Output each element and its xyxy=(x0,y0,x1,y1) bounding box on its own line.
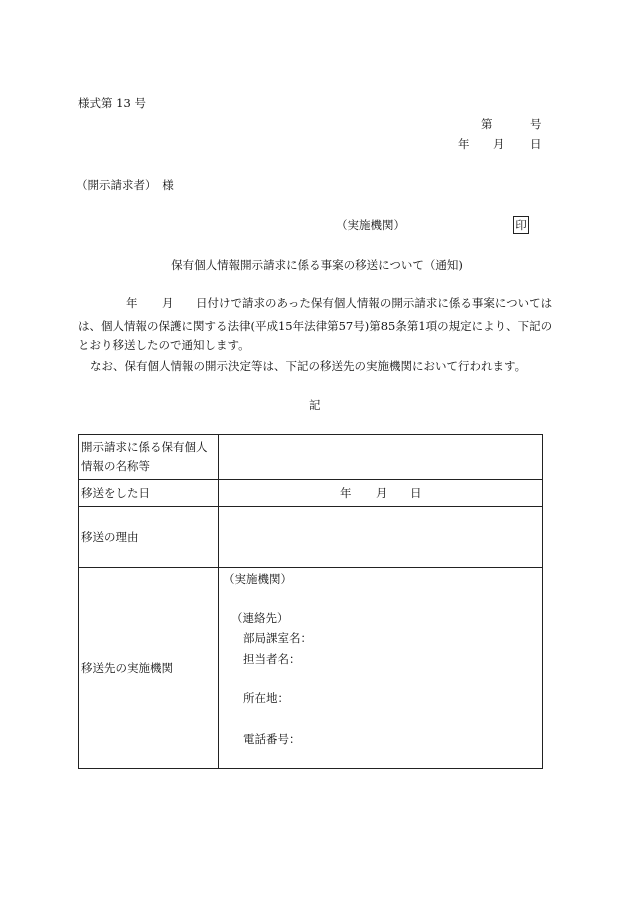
document-number-suffix: 号 xyxy=(530,117,542,131)
body-line3: とおり移送したので通知します。 xyxy=(78,338,250,352)
value-cell-transfer-date xyxy=(219,480,543,507)
table-row xyxy=(79,568,543,769)
document-number-prefix: 第 xyxy=(481,117,493,131)
issue-date-year: 年 xyxy=(458,137,470,151)
table-row xyxy=(79,435,543,480)
body-line4: なお、保有個人情報の開示決定等は、下記の移送先の実施機関において行われます。 xyxy=(90,359,527,373)
label-cell-record-name xyxy=(79,435,219,480)
transfer-date-month: 月 xyxy=(376,486,388,500)
document-title: 保有個人情報開示請求に係る事案の移送について（通知) xyxy=(171,258,463,272)
issue-date-month: 月 xyxy=(493,137,505,151)
department-label: 部局課室名： xyxy=(243,631,312,645)
transfer-date-day: 日 xyxy=(410,486,422,500)
seal-mark: 印 xyxy=(513,216,529,234)
issue-date-day: 日 xyxy=(530,137,542,151)
label-cell-transfer-date: 移送をした日 xyxy=(79,480,219,507)
phone-number-label: 電話番号： xyxy=(243,732,301,746)
value-cell-transfer-reason xyxy=(219,507,543,568)
address-label: 所在地： xyxy=(243,691,289,705)
form-number: 様式第 13 号 xyxy=(78,96,146,110)
body-line1-year: 年 xyxy=(126,296,138,310)
table-row xyxy=(79,480,543,507)
body-line2: は、個人情報の保護に関する法律(平成15年法律第57号)第85条第1項の規定により、下記の xyxy=(78,319,553,333)
transfer-details-table xyxy=(78,434,543,769)
value-cell-destination-agency xyxy=(219,568,543,769)
label-line: 開示請求に係る保有個人 xyxy=(81,440,208,454)
value-cell-record-name xyxy=(219,435,543,480)
addressee: （開示請求者） 様 xyxy=(76,178,174,192)
body-line1-month: 月 xyxy=(162,296,174,310)
body-line1-text: 日付けで請求のあった保有個人情報の開示請求に係る事案については xyxy=(196,296,553,310)
label-cell-transfer-reason: 移送の理由 xyxy=(79,507,219,568)
destination-agency-label: （実施機関） xyxy=(223,572,292,586)
person-in-charge-label: 担当者名： xyxy=(243,652,301,666)
sender-agency: （実施機関） xyxy=(336,218,405,232)
ki-heading: 記 xyxy=(309,398,321,412)
table-row xyxy=(79,507,543,568)
contact-label: （連絡先） xyxy=(231,611,289,625)
label-line: 情報の名称等 xyxy=(81,459,150,473)
transfer-date-year: 年 xyxy=(340,486,352,500)
label-cell-destination-agency: 移送先の実施機関 xyxy=(79,568,219,769)
